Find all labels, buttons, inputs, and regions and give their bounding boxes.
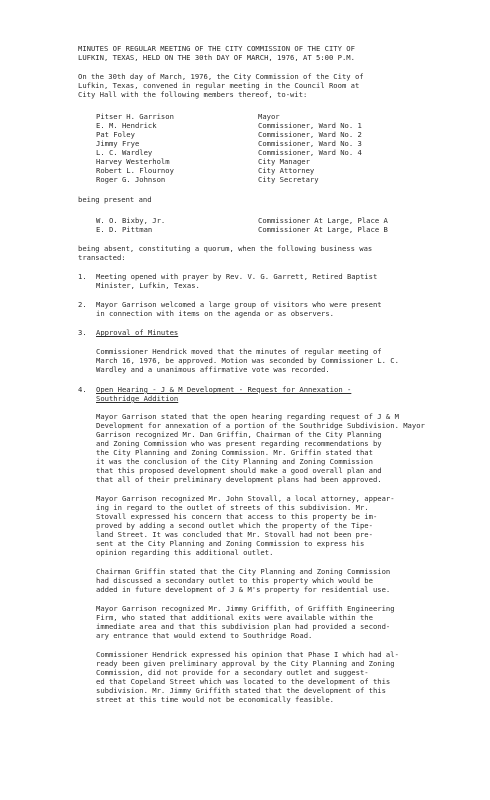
member-title: Commissioner, Ward No. 2 xyxy=(258,130,362,139)
paragraph-line: ed that Copeland Street which was located to the development of this xyxy=(96,677,391,686)
heading-line-2: LUFKIN, TEXAS, HELD ON THE 30th DAY OF MARCH, 1976, AT 5:00 P.M. xyxy=(78,53,355,62)
paragraph-line: land Street. It was concluded that Mr. Stovall had not been pre- xyxy=(96,530,373,539)
absent-member-name: W. O. Bixby, Jr. xyxy=(96,216,166,225)
member-name: Robert L. Flournoy xyxy=(96,166,174,175)
paragraph-line: had discussed a secondary outlet to this property which would be xyxy=(96,576,373,585)
item-number: 3. xyxy=(78,328,87,337)
member-name: Pitser H. Garrison xyxy=(96,112,174,121)
paragraph-line: proved by adding a second outlet which the property of the Tipe- xyxy=(96,521,373,530)
paragraph-line: that all of their preliminary development plans had been approved. xyxy=(96,475,382,484)
paragraph-line: the City Planning and Zoning Commission. Mr. Griffin stated that xyxy=(96,448,373,457)
intro-line: On the 30th day of March, 1976, the City Commission of the City of xyxy=(78,72,364,81)
absent-intro: being present and xyxy=(78,195,152,204)
paragraph-line: Commissioner Hendrick expressed his opinion that Phase I which had al- xyxy=(96,650,399,659)
absent-member-title: Commissioner At Large, Place A xyxy=(258,216,388,225)
paragraph-line: Commission, did not provide for a secondary outlet and suggest- xyxy=(96,668,369,677)
member-title: City Secretary xyxy=(258,175,319,184)
member-title: Mayor xyxy=(258,112,280,121)
item-title: Southridge Addition xyxy=(96,394,179,403)
paragraph-line: Stovall expressed his concern that access to this property be im- xyxy=(96,512,378,521)
item-title: Open Hearing - J & M Development - Request for Annexation - xyxy=(96,385,352,394)
paragraph-line: Mayor Garrison recognized Mr. Jimmy Griffith, of Griffith Engineering xyxy=(96,604,395,613)
member-title: City Attorney xyxy=(258,166,315,175)
paragraph-line: ready been given preliminary approval by the City Planning and Zoning xyxy=(96,659,395,668)
item-title: Approval of Minutes xyxy=(96,328,179,337)
paragraph-line: ary entrance that would extend to Southridge Road. xyxy=(96,631,313,640)
paragraph-line: it was the conclusion of the City Planning and Zoning Commission xyxy=(96,457,373,466)
quorum-line: being absent, constituting a quorum, when the following business was xyxy=(78,244,373,253)
item-text: Mayor Garrison welcomed a large group of visitors who were present xyxy=(96,300,382,309)
member-name: Pat Foley xyxy=(96,130,135,139)
paragraph-line: Mayor Garrison stated that the open hearing regarding request of J & M xyxy=(96,412,399,421)
item-number: 4. xyxy=(78,385,87,394)
intro-line: Lufkin, Texas, convened in regular meeting in the Council Room at xyxy=(78,81,360,90)
paragraph-line: that this proposed development should make a good overall plan and xyxy=(96,466,382,475)
member-name: Harvey Westerholm xyxy=(96,157,170,166)
item-text: Meeting opened with prayer by Rev. V. G. Garrett, Retired Baptist xyxy=(96,272,378,281)
member-title: Commissioner, Ward No. 1 xyxy=(258,121,362,130)
heading-line-1: MINUTES OF REGULAR MEETING OF THE CITY COMMISSION OF THE CITY OF xyxy=(78,44,355,53)
paragraph-line: street at this time would not be economically feasible. xyxy=(96,695,334,704)
paragraph-line: immediate area and that this subdivision plan had provided a second- xyxy=(96,622,391,631)
item-number: 2. xyxy=(78,300,87,309)
paragraph-line: opinion regarding this additional outlet. xyxy=(96,548,274,557)
paragraph-line: added in future development of J & M's property for residential use. xyxy=(96,585,391,594)
item-text: Wardley and a unanimous affirmative vote was recorded. xyxy=(96,365,330,374)
member-title: City Manager xyxy=(258,157,310,166)
paragraph-line: sent at the City Planning and Zoning Commission to express his xyxy=(96,539,365,548)
quorum-line: transacted: xyxy=(78,253,126,262)
member-name: E. M. Hendrick xyxy=(96,121,157,130)
member-title: Commissioner, Ward No. 4 xyxy=(258,148,362,157)
absent-member-name: E. D. Pittman xyxy=(96,225,153,234)
item-text: March 16, 1976, be approved. Motion was seconded by Commissioner L. C. xyxy=(96,356,399,365)
paragraph-line: Development for annexation of a portion of the Southridge Subdivision. Mayor xyxy=(96,421,425,430)
paragraph-line: subdivision. Mr. Jimmy Griffith stated that the development of this xyxy=(96,686,386,695)
paragraph-line: Mayor Garrison recognized Mr. John Stovall, a local attorney, appear- xyxy=(96,494,395,503)
item-text: in connection with items on the agenda or as observers. xyxy=(96,309,334,318)
member-name: Roger G. Johnson xyxy=(96,175,166,184)
member-name: L. C. Wardley xyxy=(96,148,153,157)
paragraph-line: Chairman Griffin stated that the City Planning and Zoning Commission xyxy=(96,567,391,576)
member-title: Commissioner, Ward No. 3 xyxy=(258,139,362,148)
member-name: Jimmy Frye xyxy=(96,139,140,148)
paragraph-line: ing in regard to the outlet of streets of this subdivision. Mr. xyxy=(96,503,369,512)
paragraph-line: and Zoning Commission who was present regarding recommendations by xyxy=(96,439,382,448)
item-text: Minister, Lufkin, Texas. xyxy=(96,281,200,290)
paragraph-line: Firm, who stated that additional exits were available within the xyxy=(96,613,373,622)
intro-line: City Hall with the following members thereof, to-wit: xyxy=(78,90,308,99)
item-number: 1. xyxy=(78,272,87,281)
absent-member-title: Commissioner At Large, Place B xyxy=(258,225,388,234)
item-text: Commissioner Hendrick moved that the minutes of regular meeting of xyxy=(96,347,382,356)
paragraph-line: Garrison recognized Mr. Dan Griffin, Chairman of the City Planning xyxy=(96,430,382,439)
